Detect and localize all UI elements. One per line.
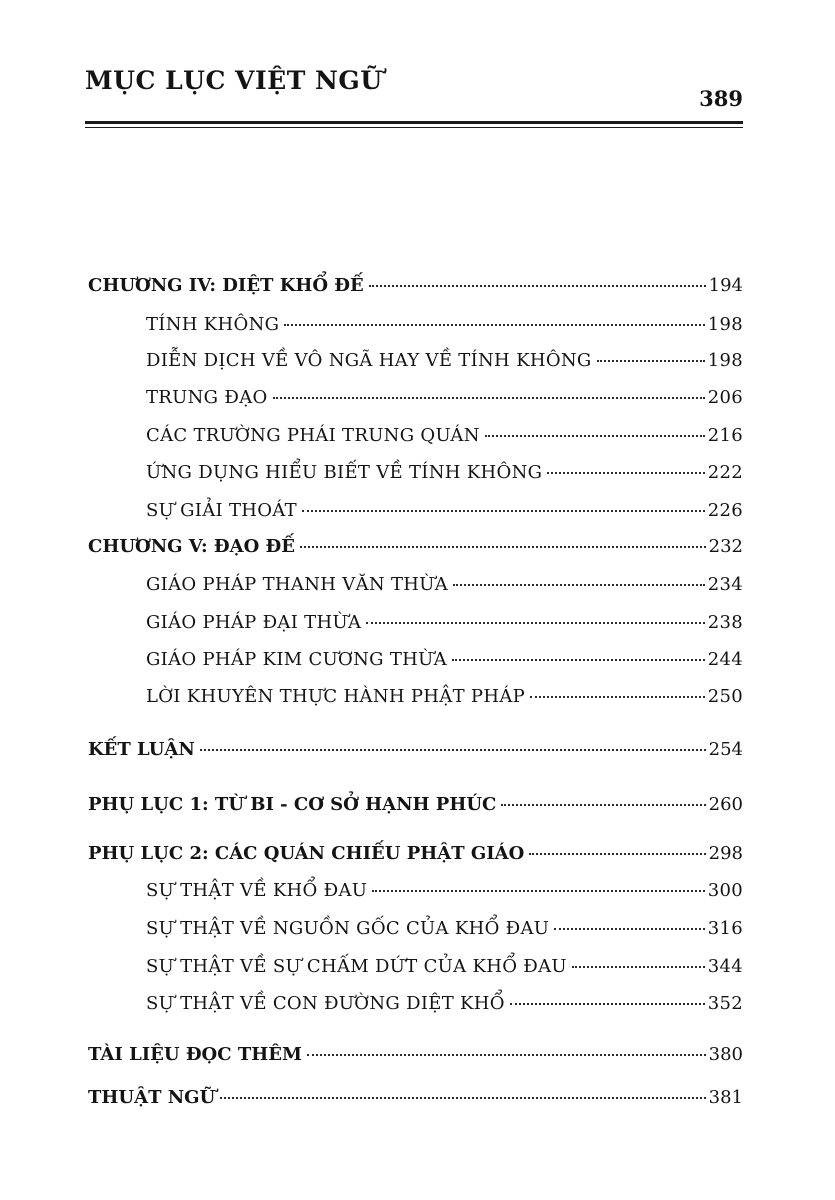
- toc-section-loi-khuyen: [88, 682, 743, 712]
- toc-section-nguon-goc: [88, 914, 743, 944]
- toc-section-dai-thua: [88, 608, 743, 638]
- toc-entry-title: SỰ THẬT VỀ CON ĐƯỜNG DIỆT KHỔ: [146, 993, 505, 1014]
- toc-entry-page: 260: [708, 794, 743, 815]
- toc-entry-title: PHỤ LỤC 1: TỪ BI - CƠ SỞ HẠNH PHÚC: [88, 794, 497, 815]
- toc-leader-dots: [529, 853, 705, 855]
- toc-leader-dots: [485, 435, 705, 437]
- toc-leader-dots: [302, 510, 705, 512]
- toc-section-dien-dich: [88, 346, 743, 376]
- toc-entry-page: 300: [707, 880, 743, 901]
- toc-entry-title: DIỄN DỊCH VỀ VÔ NGÃ HAY VỀ TÍNH KHÔNG: [146, 350, 592, 371]
- toc-appendix-1: [88, 790, 743, 820]
- toc-leader-dots: [530, 696, 705, 698]
- toc-leader-dots: [452, 659, 705, 661]
- toc-entry-page: 232: [708, 536, 743, 557]
- toc-leader-dots: [200, 749, 706, 751]
- toc-chapter-5: [88, 532, 743, 562]
- toc-entry-title: SỰ THẬT VỀ SỰ CHẤM DỨT CỦA KHỔ ĐAU: [146, 956, 567, 977]
- toc-section-trung-dao: [88, 383, 743, 413]
- toc-entry-title: GIÁO PHÁP THANH VĂN THỪA: [146, 574, 449, 595]
- toc-entry-title: KẾT LUẬN: [88, 739, 195, 760]
- toc-entry-page: 344: [707, 956, 743, 977]
- toc-entry-title: CHƯƠNG V: ĐẠO ĐẾ: [88, 536, 295, 557]
- toc-entry-page: 254: [708, 739, 743, 760]
- toc-leader-dots: [597, 360, 705, 362]
- toc-entry-page: 381: [708, 1087, 743, 1108]
- toc-leader-dots: [572, 966, 705, 968]
- toc-entry-title: SỰ THẬT VỀ KHỔ ĐAU: [146, 880, 368, 901]
- toc-entry-page: 198: [707, 314, 743, 335]
- toc-entry-title: LỜI KHUYÊN THỰC HÀNH PHẬT PHÁP: [146, 686, 526, 707]
- toc-leader-dots: [372, 890, 705, 892]
- toc-entry-page: 216: [707, 425, 743, 446]
- toc-entry-page: 238: [707, 612, 743, 633]
- toc-entry-title: SỰ GIẢI THOÁT: [146, 500, 297, 521]
- toc-section-thanh-van-thua: [88, 570, 743, 600]
- toc-tai-lieu: [88, 1040, 743, 1070]
- toc-section-cac-truong-phai: [88, 421, 743, 451]
- toc-ket-luan: [88, 735, 743, 765]
- toc-entry-page: 298: [708, 843, 743, 864]
- toc-entry-title: SỰ THẬT VỀ NGUỒN GỐC CỦA KHỔ ĐAU: [146, 918, 550, 939]
- toc-leader-dots: [300, 546, 706, 548]
- toc-entry-page: 250: [707, 686, 743, 707]
- toc-section-kim-cuong-thua: [88, 645, 743, 675]
- toc-entry-title: PHỤ LỤC 2: CÁC QUÁN CHIẾU PHẬT GIÁO: [88, 843, 525, 864]
- toc-entry-title: TÀI LIỆU ĐỌC THÊM: [88, 1044, 302, 1065]
- toc-entry-page: 316: [707, 918, 743, 939]
- toc-thuat-ngu: [88, 1083, 743, 1113]
- toc-entry-title: ỨNG DỤNG HIỂU BIẾT VỀ TÍNH KHÔNG: [146, 462, 543, 483]
- toc-entry-page: 194: [708, 275, 743, 296]
- toc-leader-dots: [554, 928, 704, 930]
- toc-section-su-giai-thoat: [88, 496, 743, 526]
- toc-entry-title: THUẬT NGỮ: [88, 1087, 216, 1108]
- toc-entry-page: 380: [708, 1044, 743, 1065]
- toc-entry-title: CHƯƠNG IV: DIỆT KHỔ ĐẾ: [88, 275, 364, 296]
- toc-leader-dots: [366, 622, 704, 624]
- toc-section-kho-dau: [88, 876, 743, 906]
- toc-section-tinh-khong: [88, 310, 743, 340]
- toc-leader-dots: [220, 1097, 705, 1099]
- toc-appendix-2: [88, 839, 743, 869]
- toc-entry-page: 244: [707, 649, 743, 670]
- toc-entry-page: 198: [707, 350, 743, 371]
- toc-chapter-4: [88, 271, 743, 301]
- toc-entry-title: TRUNG ĐẠO: [146, 387, 268, 408]
- toc-leader-dots: [307, 1054, 706, 1056]
- toc-leader-dots: [453, 584, 705, 586]
- toc-section-con-duong: [88, 989, 743, 1019]
- toc-leader-dots: [273, 397, 705, 399]
- running-title: MỤC LỤC VIỆT NGỮ: [85, 66, 383, 95]
- toc-entry-page: 234: [707, 574, 743, 595]
- toc-leader-dots: [501, 804, 705, 806]
- toc-entry-title: GIÁO PHÁP KIM CƯƠNG THỪA: [146, 649, 447, 670]
- toc-entry-title: GIÁO PHÁP ĐẠI THỪA: [146, 612, 362, 633]
- toc-entry-title: CÁC TRƯỜNG PHÁI TRUNG QUÁN: [146, 425, 480, 446]
- toc-section-ung-dung: [88, 458, 743, 488]
- toc-entry-page: 352: [707, 993, 743, 1014]
- toc-leader-dots: [284, 324, 704, 326]
- toc-section-cham-dut: [88, 952, 743, 982]
- toc-entry-page: 206: [707, 387, 743, 408]
- toc-entry-title: TÍNH KHÔNG: [146, 314, 280, 335]
- toc-entry-page: 226: [707, 500, 743, 521]
- page-number: 389: [699, 86, 743, 111]
- toc-leader-dots: [510, 1003, 705, 1005]
- toc-leader-dots: [547, 472, 704, 474]
- toc-leader-dots: [369, 285, 706, 287]
- toc-entry-page: 222: [707, 462, 743, 483]
